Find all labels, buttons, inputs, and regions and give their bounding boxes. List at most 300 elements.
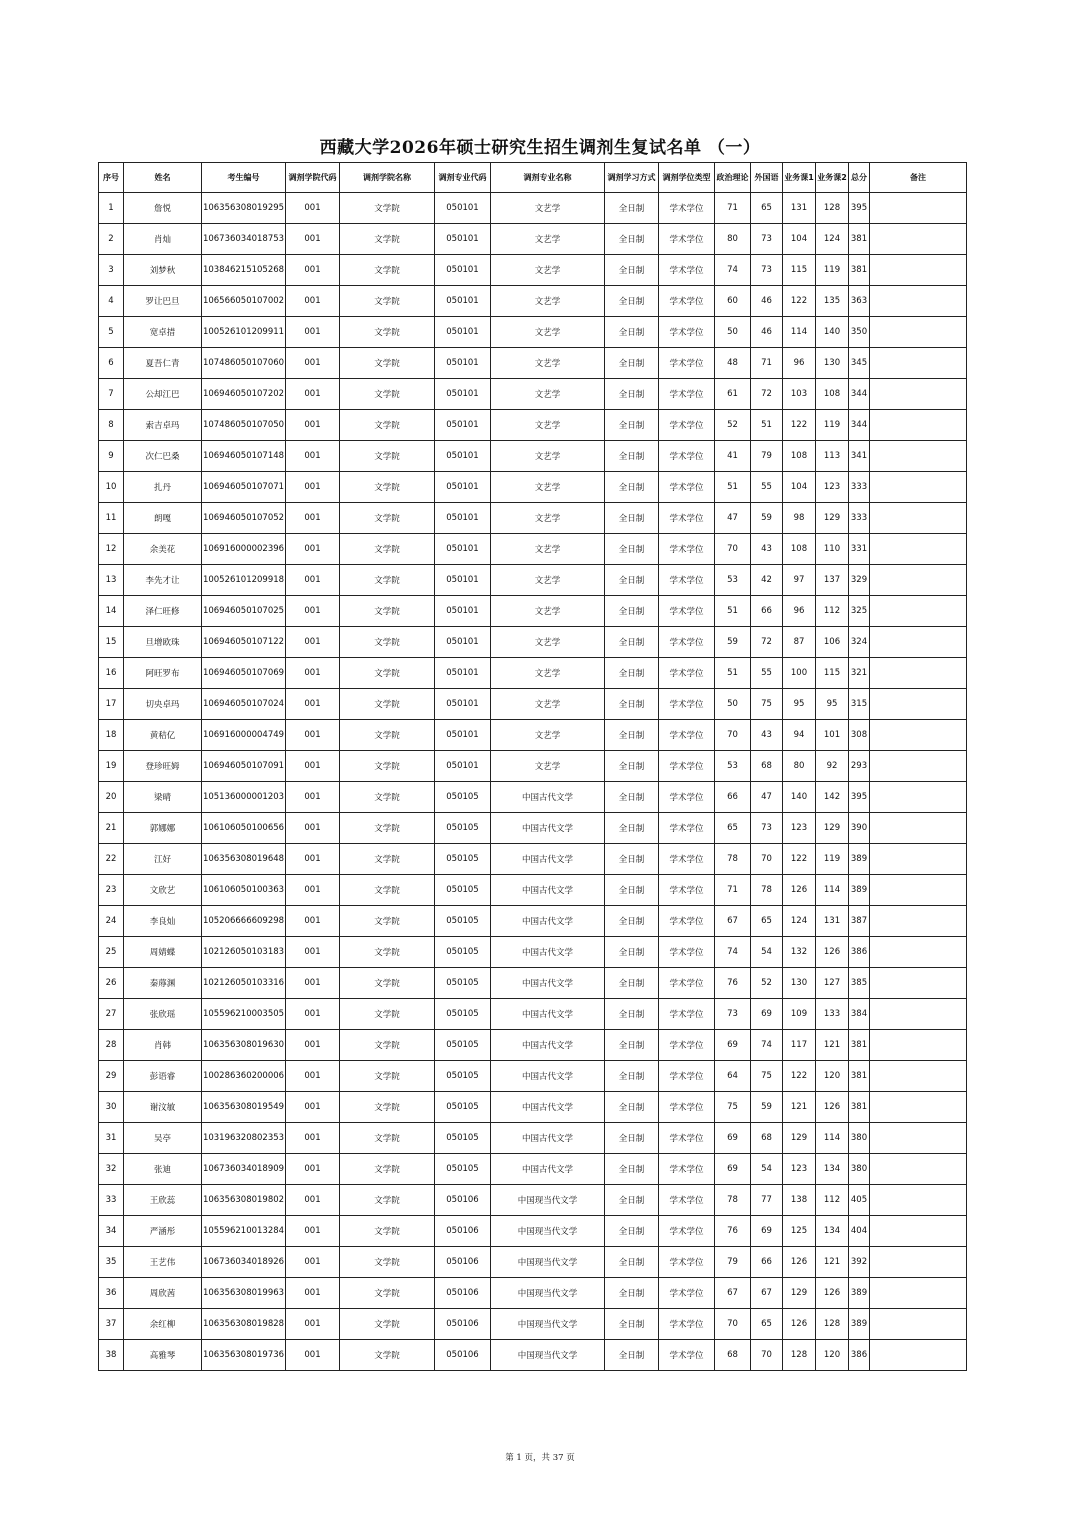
table-cell: 050105 — [435, 875, 491, 906]
table-cell: 47 — [715, 503, 751, 534]
table-cell: 文学院 — [340, 379, 435, 410]
table-cell: 120 — [816, 1340, 849, 1371]
table-cell: 16 — [99, 658, 124, 689]
table-cell: 70 — [715, 720, 751, 751]
table-cell: 文学院 — [340, 782, 435, 813]
table-cell: 001 — [286, 472, 340, 503]
table-cell: 文学院 — [340, 1216, 435, 1247]
table-cell: 37 — [99, 1309, 124, 1340]
table-row — [99, 472, 967, 503]
table-row — [99, 503, 967, 534]
table-cell: 329 — [849, 565, 870, 596]
table-cell: 61 — [715, 379, 751, 410]
table-cell: 全日制 — [605, 937, 659, 968]
table-cell: 学术学位 — [659, 379, 715, 410]
table-cell: 001 — [286, 596, 340, 627]
table-cell: 吴亭 — [124, 1123, 202, 1154]
table-cell: 扎丹 — [124, 472, 202, 503]
table-row — [99, 1216, 967, 1247]
table-cell: 48 — [715, 348, 751, 379]
table-cell: 050105 — [435, 906, 491, 937]
table-cell: 389 — [849, 1309, 870, 1340]
table-cell: 131 — [783, 193, 816, 224]
table-cell: 92 — [816, 751, 849, 782]
table-cell: 文艺学 — [491, 255, 605, 286]
table-cell: 52 — [715, 410, 751, 441]
table-cell — [870, 813, 967, 844]
table-cell: 104 — [783, 224, 816, 255]
table-cell: 001 — [286, 1154, 340, 1185]
header-degree-type: 调剂学位类型 — [659, 163, 715, 193]
table-cell: 001 — [286, 720, 340, 751]
table-cell: 106 — [816, 627, 849, 658]
table-cell: 001 — [286, 441, 340, 472]
table-cell: 学术学位 — [659, 968, 715, 999]
table-cell: 389 — [849, 875, 870, 906]
table-cell: 115 — [783, 255, 816, 286]
table-cell: 76 — [715, 968, 751, 999]
table-cell: 77 — [751, 1185, 783, 1216]
table-row — [99, 875, 967, 906]
table-cell: 文艺学 — [491, 596, 605, 627]
table-cell: 文学院 — [340, 286, 435, 317]
table-cell: 全日制 — [605, 534, 659, 565]
table-cell: 学术学位 — [659, 1185, 715, 1216]
table-cell: 363 — [849, 286, 870, 317]
table-cell: 392 — [849, 1247, 870, 1278]
table-cell: 380 — [849, 1123, 870, 1154]
table-cell: 001 — [286, 627, 340, 658]
table-cell: 65 — [751, 906, 783, 937]
table-cell: 129 — [816, 813, 849, 844]
table-cell: 142 — [816, 782, 849, 813]
table-cell: 119 — [816, 410, 849, 441]
table-cell — [870, 751, 967, 782]
table-cell — [870, 937, 967, 968]
table-cell: 学术学位 — [659, 937, 715, 968]
table-cell — [870, 410, 967, 441]
table-cell: 中国古代文学 — [491, 1092, 605, 1123]
table-cell: 001 — [286, 937, 340, 968]
table-cell: 001 — [286, 813, 340, 844]
table-cell: 学术学位 — [659, 1061, 715, 1092]
table-cell: 134 — [816, 1154, 849, 1185]
table-cell: 130 — [783, 968, 816, 999]
table-row — [99, 1278, 967, 1309]
table-cell: 全日制 — [605, 317, 659, 348]
table-cell: 106946050107148 — [202, 441, 286, 472]
table-cell: 104 — [783, 472, 816, 503]
table-cell: 学术学位 — [659, 627, 715, 658]
table-cell: 050101 — [435, 317, 491, 348]
table-cell: 68 — [715, 1340, 751, 1371]
table-cell: 文艺学 — [491, 379, 605, 410]
table-cell: 001 — [286, 1092, 340, 1123]
table-cell: 文学院 — [340, 658, 435, 689]
table-cell: 75 — [751, 1061, 783, 1092]
table-cell: 324 — [849, 627, 870, 658]
table-cell: 72 — [751, 627, 783, 658]
table-cell: 21 — [99, 813, 124, 844]
table-cell: 文学院 — [340, 534, 435, 565]
table-cell: 张迪 — [124, 1154, 202, 1185]
table-cell: 文艺学 — [491, 441, 605, 472]
table-cell: 中国古代文学 — [491, 875, 605, 906]
table-cell: 文学院 — [340, 410, 435, 441]
table-cell: 学术学位 — [659, 193, 715, 224]
table-cell: 106736034018926 — [202, 1247, 286, 1278]
table-cell — [870, 1247, 967, 1278]
table-cell: 122 — [783, 844, 816, 875]
table-cell: 71 — [751, 348, 783, 379]
table-cell: 106356308019648 — [202, 844, 286, 875]
table-cell: 22 — [99, 844, 124, 875]
table-cell: 050101 — [435, 193, 491, 224]
table-cell — [870, 1340, 967, 1371]
table-cell: 周欣茜 — [124, 1278, 202, 1309]
table-cell: 全日制 — [605, 999, 659, 1030]
table-cell — [870, 1216, 967, 1247]
table-cell: 余红柳 — [124, 1309, 202, 1340]
table-cell: 384 — [849, 999, 870, 1030]
table-cell: 文学院 — [340, 1309, 435, 1340]
table-cell: 102126050103183 — [202, 937, 286, 968]
table-cell: 001 — [286, 565, 340, 596]
table-cell: 67 — [715, 1278, 751, 1309]
table-cell: 中国古代文学 — [491, 782, 605, 813]
table-cell: 文学院 — [340, 472, 435, 503]
table-cell: 69 — [715, 1030, 751, 1061]
table-cell: 050101 — [435, 472, 491, 503]
table-cell: 文艺学 — [491, 751, 605, 782]
table-cell — [870, 534, 967, 565]
table-row — [99, 286, 967, 317]
table-cell: 315 — [849, 689, 870, 720]
table-cell: 122 — [783, 410, 816, 441]
table-cell: 050105 — [435, 1030, 491, 1061]
table-cell: 129 — [783, 1278, 816, 1309]
table-cell: 110 — [816, 534, 849, 565]
table-cell: 107486050107060 — [202, 348, 286, 379]
table-cell: 文学院 — [340, 1154, 435, 1185]
table-cell: 001 — [286, 1030, 340, 1061]
table-cell: 文学院 — [340, 1061, 435, 1092]
table-cell: 文欣艺 — [124, 875, 202, 906]
table-cell: 28 — [99, 1030, 124, 1061]
table-cell: 学术学位 — [659, 1030, 715, 1061]
table-cell: 学术学位 — [659, 658, 715, 689]
table-cell: 387 — [849, 906, 870, 937]
table-cell: 001 — [286, 1278, 340, 1309]
table-cell: 050101 — [435, 658, 491, 689]
table-cell: 119 — [816, 255, 849, 286]
table-cell: 380 — [849, 1154, 870, 1185]
table-cell: 75 — [715, 1092, 751, 1123]
table-cell: 69 — [715, 1123, 751, 1154]
table-cell: 68 — [751, 1123, 783, 1154]
table-cell: 050106 — [435, 1247, 491, 1278]
table-cell: 70 — [715, 534, 751, 565]
table-cell: 50 — [715, 689, 751, 720]
table-cell: 105596210003505 — [202, 999, 286, 1030]
table-cell: 53 — [715, 751, 751, 782]
table-cell: 18 — [99, 720, 124, 751]
table-cell: 344 — [849, 410, 870, 441]
table-cell: 索吉卓玛 — [124, 410, 202, 441]
table-row — [99, 813, 967, 844]
table-cell: 文学院 — [340, 627, 435, 658]
table-cell: 106946050107071 — [202, 472, 286, 503]
table-cell: 30 — [99, 1092, 124, 1123]
table-cell: 全日制 — [605, 255, 659, 286]
table-cell: 10 — [99, 472, 124, 503]
page-number: 第 1 页，共 37 页 — [505, 1453, 575, 1463]
table-cell: 121 — [783, 1092, 816, 1123]
table-cell: 106946050107024 — [202, 689, 286, 720]
table-cell: 中国古代文学 — [491, 906, 605, 937]
table-row — [99, 255, 967, 286]
table-cell: 15 — [99, 627, 124, 658]
table-cell — [870, 1309, 967, 1340]
table-cell: 050101 — [435, 348, 491, 379]
table-cell: 27 — [99, 999, 124, 1030]
table-cell: 98 — [783, 503, 816, 534]
table-cell: 中国古代文学 — [491, 1061, 605, 1092]
table-cell: 050101 — [435, 534, 491, 565]
table-cell: 001 — [286, 875, 340, 906]
table-cell: 114 — [816, 875, 849, 906]
table-cell: 学术学位 — [659, 317, 715, 348]
table-cell: 114 — [816, 1123, 849, 1154]
table-cell: 李先才让 — [124, 565, 202, 596]
table-cell: 65 — [751, 193, 783, 224]
table-cell: 学术学位 — [659, 1278, 715, 1309]
table-cell: 文艺学 — [491, 410, 605, 441]
header-total: 总分 — [849, 163, 870, 193]
table-cell: 文学院 — [340, 503, 435, 534]
table-cell: 120 — [816, 1061, 849, 1092]
table-cell: 全日制 — [605, 193, 659, 224]
table-cell: 126 — [816, 1278, 849, 1309]
table-cell: 60 — [715, 286, 751, 317]
table-cell: 学术学位 — [659, 1154, 715, 1185]
table-cell: 050106 — [435, 1216, 491, 1247]
table-cell: 66 — [751, 1247, 783, 1278]
table-cell: 101 — [816, 720, 849, 751]
table-cell: 050101 — [435, 596, 491, 627]
table-cell: 122 — [783, 286, 816, 317]
table-cell: 128 — [783, 1340, 816, 1371]
table-cell: 78 — [715, 844, 751, 875]
table-cell: 050101 — [435, 379, 491, 410]
table-cell: 11 — [99, 503, 124, 534]
table-cell: 文艺学 — [491, 534, 605, 565]
table-cell: 全日制 — [605, 1185, 659, 1216]
table-cell: 94 — [783, 720, 816, 751]
table-cell: 381 — [849, 1030, 870, 1061]
table-cell: 文学院 — [340, 1247, 435, 1278]
table-cell: 全日制 — [605, 1340, 659, 1371]
table-cell: 全日制 — [605, 410, 659, 441]
table-cell: 381 — [849, 224, 870, 255]
table-cell: 13 — [99, 565, 124, 596]
table-cell: 51 — [715, 472, 751, 503]
table-row — [99, 565, 967, 596]
table-cell: 中国古代文学 — [491, 937, 605, 968]
table-cell: 001 — [286, 999, 340, 1030]
table-cell: 学术学位 — [659, 906, 715, 937]
table-cell: 14 — [99, 596, 124, 627]
table-cell: 105136000001203 — [202, 782, 286, 813]
table-cell: 53 — [715, 565, 751, 596]
table-cell: 55 — [751, 472, 783, 503]
table-cell: 文学院 — [340, 1340, 435, 1371]
table-row — [99, 1030, 967, 1061]
table-cell: 全日制 — [605, 1247, 659, 1278]
table-cell: 全日制 — [605, 503, 659, 534]
table-cell: 中国古代文学 — [491, 1030, 605, 1061]
table-cell: 学术学位 — [659, 875, 715, 906]
table-cell: 74 — [715, 937, 751, 968]
table-cell: 中国古代文学 — [491, 813, 605, 844]
table-cell: 文艺学 — [491, 503, 605, 534]
table-cell: 001 — [286, 968, 340, 999]
table-cell: 38 — [99, 1340, 124, 1371]
table-cell: 386 — [849, 1340, 870, 1371]
document-title: 西藏大学2026年硕士研究生招生调剂生复试名单 （一） — [319, 138, 761, 158]
table-cell: 文学院 — [340, 193, 435, 224]
table-cell: 5 — [99, 317, 124, 348]
table-cell: 1 — [99, 193, 124, 224]
table-cell: 133 — [816, 999, 849, 1030]
table-cell: 95 — [816, 689, 849, 720]
table-cell: 次仁巴桑 — [124, 441, 202, 472]
table-cell: 黄秸亿 — [124, 720, 202, 751]
table-cell: 050106 — [435, 1185, 491, 1216]
table-cell: 全日制 — [605, 565, 659, 596]
table-cell: 124 — [816, 224, 849, 255]
table-cell: 140 — [783, 782, 816, 813]
table-cell: 73 — [715, 999, 751, 1030]
table-cell: 70 — [751, 1340, 783, 1371]
table-cell: 詹悦 — [124, 193, 202, 224]
table-cell: 123 — [783, 813, 816, 844]
table-cell: 123 — [816, 472, 849, 503]
table-cell: 全日制 — [605, 379, 659, 410]
table-cell: 381 — [849, 255, 870, 286]
table-cell: 389 — [849, 844, 870, 875]
table-cell — [870, 844, 967, 875]
table-cell: 66 — [751, 596, 783, 627]
table-cell: 全日制 — [605, 348, 659, 379]
table-cell: 学术学位 — [659, 348, 715, 379]
table-cell: 学术学位 — [659, 534, 715, 565]
table-cell: 学术学位 — [659, 844, 715, 875]
table-row — [99, 441, 967, 472]
table-cell: 文学院 — [340, 255, 435, 286]
table-cell: 中国古代文学 — [491, 968, 605, 999]
table-cell: 106356308019549 — [202, 1092, 286, 1123]
table-cell: 54 — [751, 1154, 783, 1185]
table-cell: 64 — [715, 1061, 751, 1092]
table-cell: 67 — [715, 906, 751, 937]
table-cell: 文学院 — [340, 1092, 435, 1123]
header-index: 序号 — [99, 163, 124, 193]
table-cell: 122 — [783, 1061, 816, 1092]
table-cell: 4 — [99, 286, 124, 317]
table-cell: 96 — [783, 348, 816, 379]
table-cell: 106736034018753 — [202, 224, 286, 255]
table-cell: 全日制 — [605, 875, 659, 906]
table-cell: 学术学位 — [659, 255, 715, 286]
table-row — [99, 782, 967, 813]
table-cell: 中国古代文学 — [491, 844, 605, 875]
table-cell: 74 — [715, 255, 751, 286]
table-cell — [870, 317, 967, 348]
table-cell: 308 — [849, 720, 870, 751]
table-cell: 肖灿 — [124, 224, 202, 255]
table-cell: 050101 — [435, 255, 491, 286]
table-cell: 69 — [715, 1154, 751, 1185]
table-cell: 390 — [849, 813, 870, 844]
table-cell: 全日制 — [605, 472, 659, 503]
table-cell: 文艺学 — [491, 472, 605, 503]
table-cell: 76 — [715, 1216, 751, 1247]
table-cell: 95 — [783, 689, 816, 720]
header-name: 姓名 — [124, 163, 202, 193]
table-cell: 全日制 — [605, 689, 659, 720]
table-cell: 文学院 — [340, 720, 435, 751]
table-cell: 中国古代文学 — [491, 999, 605, 1030]
table-cell: 001 — [286, 1185, 340, 1216]
table-cell: 100 — [783, 658, 816, 689]
table-cell: 文艺学 — [491, 627, 605, 658]
table-cell: 高雅琴 — [124, 1340, 202, 1371]
table-cell: 105206666609298 — [202, 906, 286, 937]
table-cell — [870, 1154, 967, 1185]
table-cell: 70 — [751, 844, 783, 875]
table-row — [99, 224, 967, 255]
table-cell: 105596210013284 — [202, 1216, 286, 1247]
table-cell: 106356308019630 — [202, 1030, 286, 1061]
table-cell: 001 — [286, 255, 340, 286]
table-cell: 学术学位 — [659, 472, 715, 503]
table-cell: 125 — [783, 1216, 816, 1247]
table-cell: 71 — [715, 875, 751, 906]
table-cell: 106916000002396 — [202, 534, 286, 565]
table-cell: 文学院 — [340, 317, 435, 348]
table-cell: 001 — [286, 1247, 340, 1278]
table-cell: 78 — [751, 875, 783, 906]
table-cell: 学术学位 — [659, 224, 715, 255]
table-cell: 全日制 — [605, 1092, 659, 1123]
table-cell: 050101 — [435, 286, 491, 317]
table-cell — [870, 193, 967, 224]
table-cell: 学术学位 — [659, 596, 715, 627]
table-cell: 135 — [816, 286, 849, 317]
table-cell: 103196320802353 — [202, 1123, 286, 1154]
table-row — [99, 534, 967, 565]
table-row — [99, 596, 967, 627]
table-cell: 126 — [816, 937, 849, 968]
table-cell: 公却江巴 — [124, 379, 202, 410]
table-cell: 25 — [99, 937, 124, 968]
table-cell: 050105 — [435, 968, 491, 999]
table-cell: 文学院 — [340, 937, 435, 968]
header-course-1: 业务课1 — [783, 163, 816, 193]
header-major-name: 调剂专业名称 — [491, 163, 605, 193]
table-row — [99, 379, 967, 410]
